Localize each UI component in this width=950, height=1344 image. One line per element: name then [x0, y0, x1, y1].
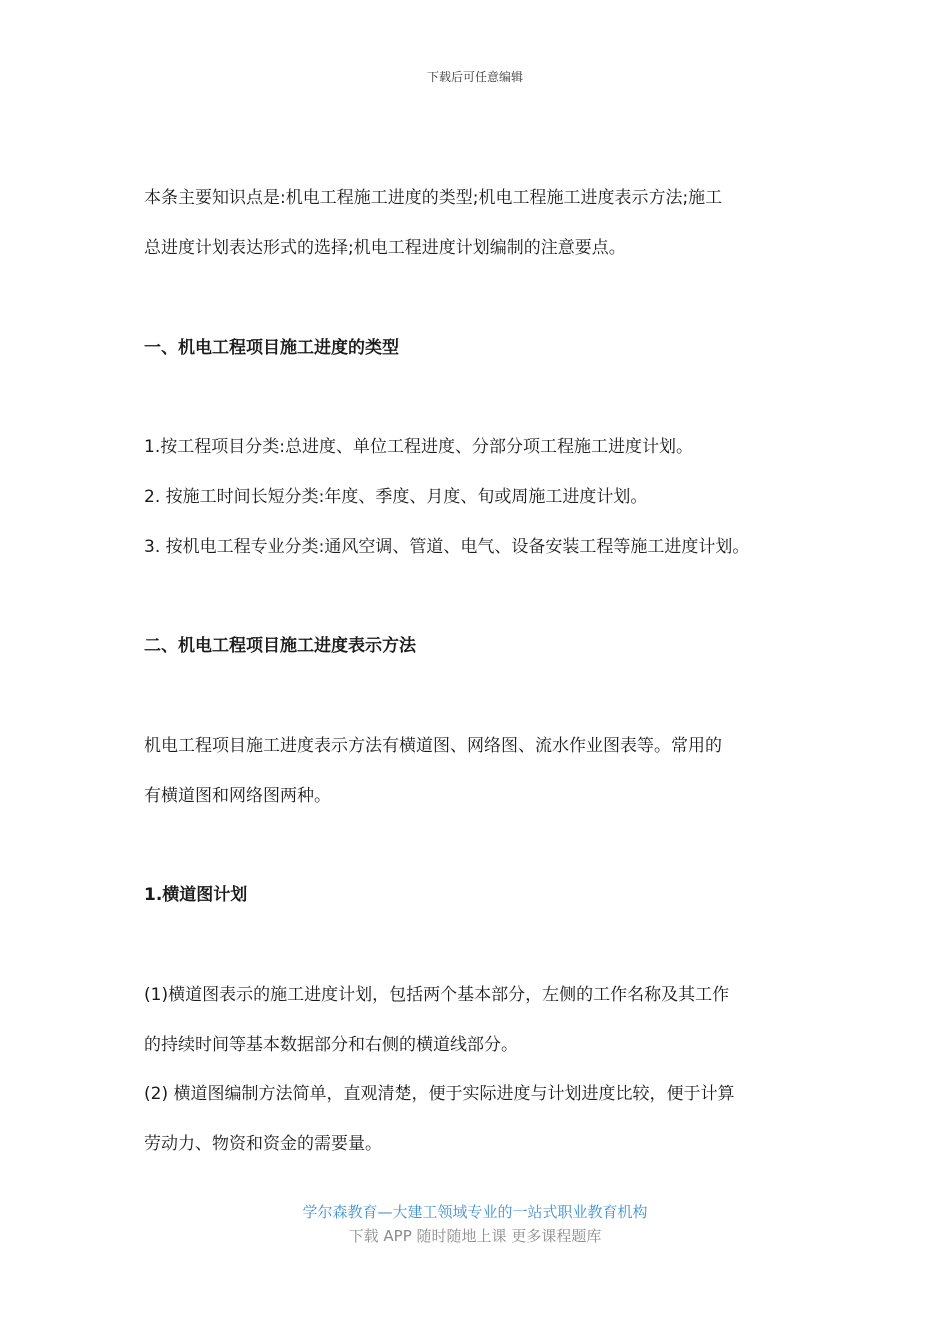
section-1-item-3: 3. 按机电工程专业分类:通风空调、管道、电气、设备安装工程等施工进度计划。 [144, 537, 750, 557]
subsection-1-heading: 1.横道图计划 [144, 885, 248, 905]
section-2-heading: 二、机电工程项目施工进度表示方法 [144, 636, 416, 656]
footer-download-cta: 下载 APP 随时随地上课 更多课程题库 [348, 1227, 602, 1245]
subsection-1-point-2-line-1: (2) 横道图编制方法简单，直观清楚，便于实际进度与计划进度比较，便于计算 [144, 1084, 735, 1104]
section-1-item-1: 1.按工程项目分类:总进度、单位工程进度、分部分项工程施工进度计划。 [144, 437, 693, 457]
page-header-note: 下载后可任意编辑 [426, 70, 523, 84]
intro-line-2: 总进度计划表达形式的选择;机电工程进度计划编制的注意要点。 [144, 238, 626, 258]
section-1-heading: 一、机电工程项目施工进度的类型 [144, 338, 399, 358]
section-2-paragraph-line-1: 机电工程项目施工进度表示方法有横道图、网络图、流水作业图表等。常用的 [144, 736, 722, 756]
section-2-paragraph-line-2: 有横道图和网络图两种。 [144, 786, 331, 806]
section-1-item-2: 2. 按施工时间长短分类:年度、季度、月度、旬或周施工进度计划。 [144, 487, 648, 507]
subsection-1-point-1-line-2: 的持续时间等基本数据部分和右侧的横道线部分。 [144, 1035, 518, 1055]
footer-slogan: 学尔森教育—大建工领域专业的一站式职业教育机构 [302, 1203, 648, 1221]
subsection-1-point-2-line-2: 劳动力、物资和资金的需要量。 [144, 1134, 382, 1154]
subsection-1-point-1-line-1: (1)横道图表示的施工进度计划，包括两个基本部分，左侧的工作名称及其工作 [144, 985, 730, 1005]
intro-line-1: 本条主要知识点是:机电工程施工进度的类型;机电工程施工进度表示方法;施工 [144, 188, 723, 208]
